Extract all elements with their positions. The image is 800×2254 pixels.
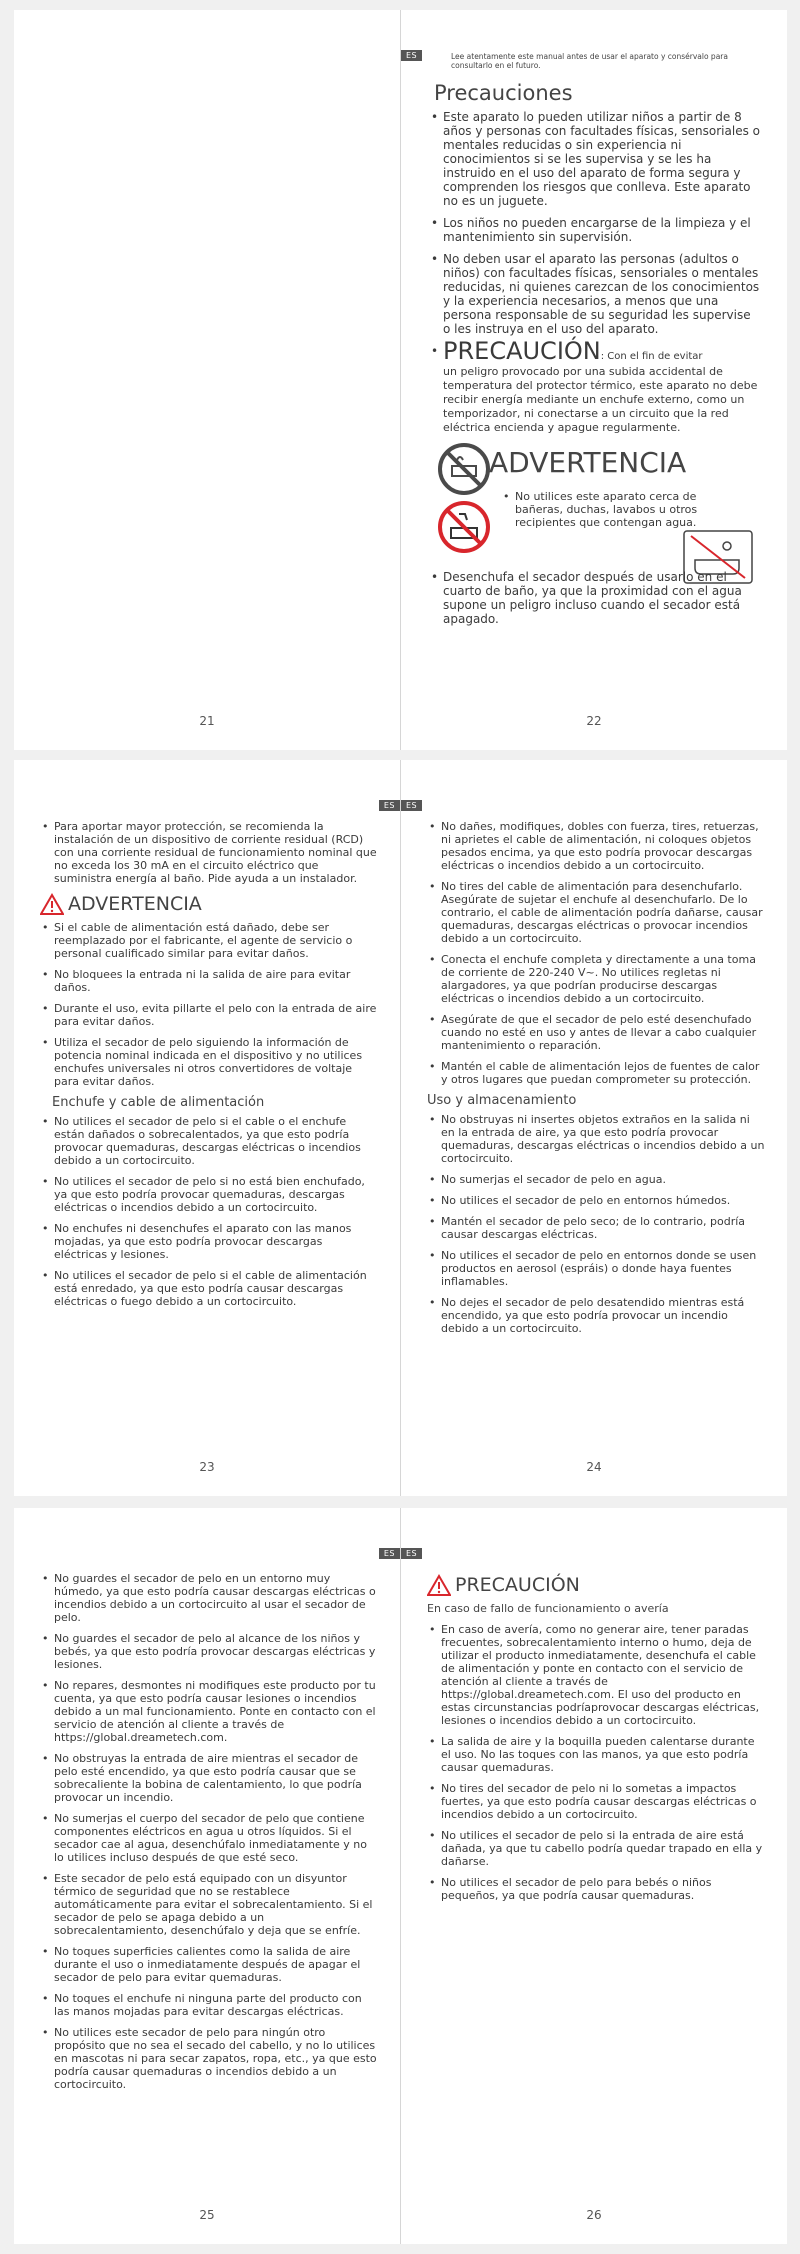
list-item: • Si el cable de alimentación está dañado, debe ser reemplazado por el fabricante, el agente de servicio o personal cualificado similar para evitar daños. bbox=[40, 921, 378, 960]
list-item: • No dejes el secador de pelo desatendido mientras está encendido, ya que esto podría provocar un incendio debido a un cortocircuito. bbox=[427, 1296, 765, 1335]
page-number: 24 bbox=[586, 1460, 602, 1474]
warning-triangle-icon bbox=[427, 1574, 451, 1596]
list-item: • No obstruyas la entrada de aire mientras el secador de pelo esté encendido, ya que esto podría causar que se sobrecaliente la bobina de calentamiento, lo que podría provocar un incendio. bbox=[40, 1752, 378, 1804]
advertencia-list bbox=[40, 921, 378, 1088]
list-item: • Para aportar mayor protección, se recomienda la instalación de un dispositivo de corriente residual (RCD) con una corriente residual de funcionamiento nominal que no exceda los 30 mA en el circuito eléctrico que suministra energía al baño. Pide ayuda a un instalador. bbox=[40, 820, 378, 885]
list-item: • No utilices el secador de pelo si no está bien enchufado, ya que esto podría provocar quemaduras, descargas eléctricas o incendios debido a un cortocircuito. bbox=[40, 1175, 378, 1214]
page-25-content bbox=[40, 1572, 378, 2099]
list-item: • No dañes, modifiques, dobles con fuerza, tires, retuerzas, ni aprietes el cable de alimentación, ni coloques objetos pesados encima, ya que esto podría provocar descargas eléctricas o incendios debido a un cortocircuito. bbox=[427, 820, 765, 872]
page-number: 26 bbox=[586, 2208, 602, 2222]
list-item: • Asegúrate de que el secador de pelo esté desenchufado cuando no esté en uso y antes de llevar a cabo cualquier mantenimiento o reparación. bbox=[427, 1013, 765, 1052]
manual-note: Lee atentamente este manual antes de usar el aparato y consérvalo para consultarlo en el futuro. bbox=[451, 52, 728, 70]
list-item: • No sumerjas el secador de pelo en agua. bbox=[427, 1173, 765, 1186]
section-heading: Uso y almacenamiento bbox=[427, 1093, 577, 1108]
no-shower-icon bbox=[437, 500, 491, 554]
caution-text: un peligro provocado por una subida accidental de temperatura del protector térmico, este aparato no debe recibir energía mediante un enchufe externo, como un temporizador, ni conectarse a un circuito que la red eléctrica encienda y apague regularmente. bbox=[443, 365, 758, 434]
list-item: • No bloquees la entrada ni la salida de aire para evitar daños. bbox=[40, 968, 378, 994]
cable-list bbox=[427, 820, 765, 1086]
list-item: • No utilices el secador de pelo si la entrada de aire está dañada, ya que tu cabello podría quedar trapado en ella y dañarse. bbox=[427, 1829, 765, 1868]
language-tag: ES bbox=[401, 800, 422, 811]
list-item: • No utilices este secador de pelo para ningún otro propósito que no sea el secado del cabello, y no lo utilices en mascotas ni para secar zapatos, ropa, etc., ya que esto podría causar quemaduras o incendios debido a un cortocircuito. bbox=[40, 2026, 378, 2091]
warning-triangle-icon bbox=[40, 893, 64, 915]
list-item: • No toques superficies calientes como la salida de aire durante el uso o inmediatamente después de apagar el secador de pelo para evitar quemaduras. bbox=[40, 1945, 378, 1984]
list-item: • No tires del secador de pelo ni lo sometas a impactos fuertes, ya que esto podría causar descargas eléctricas o incendios debido a un cortocircuito. bbox=[427, 1782, 765, 1821]
list-item: • No guardes el secador de pelo al alcance de los niños y bebés, ya que esto podría provocar descargas eléctricas y lesiones. bbox=[40, 1632, 378, 1671]
intro-list bbox=[40, 820, 378, 885]
page-number: 25 bbox=[199, 2208, 215, 2222]
list-item: • Conecta el enchufe completa y directamente a una toma de corriente de 220-240 V~. No utilices regletas ni alargadores, ya que podrían producirse descargas eléctricas o incendios debido a un cortocircuito. bbox=[427, 953, 765, 1005]
no-bath-icon bbox=[437, 442, 491, 496]
list-item: • En caso de avería, como no generar aire, tener paradas frecuentes, sobrecalentamiento interno o humo, deja de utilizar el producto inmediatamente, desenchufa el cable de alimentación y ponte en contacto con el servicio de atención al cliente a través de https://global.dreametech.com. El uso del producto en estas circunstancias podríaprovocar descargas eléctricas, lesiones o incendios debido a un cortocircuito. bbox=[427, 1623, 765, 1727]
section-title: Precauciones bbox=[434, 81, 573, 105]
page-23-content bbox=[40, 820, 378, 1316]
page-number: 22 bbox=[586, 714, 602, 728]
caution-tail: : Con el fin de evitar bbox=[600, 351, 703, 362]
list-item: • Mantén el cable de alimentación lejos de fuentes de calor y otros lugares que puedan comprometer su protección. bbox=[427, 1060, 765, 1086]
page-number: 21 bbox=[199, 714, 215, 728]
page-23 bbox=[14, 760, 400, 1496]
list-item: • Desenchufa el secador después de usarlo en el cuarto de baño, ya que la proximidad con el agua supone un peligro incluso cuando el secador está apagado. bbox=[429, 570, 761, 626]
list-item: • No utilices el secador de pelo para bebés o niños pequeños, ya que podría causar quemaduras. bbox=[427, 1876, 765, 1902]
page-26-content bbox=[427, 1572, 765, 1910]
list-item: • Este secador de pelo está equipado con un disyuntor térmico de seguridad que no se restablece automáticamente para evitar el sobrecalentamiento. Si el secador de pelo se apaga debido a un sobrecalentamiento, desenchúfalo y deja que se enfríe. bbox=[40, 1872, 378, 1937]
list-item: • Utiliza el secador de pelo siguiendo la información de potencia nominal indicada en el dispositivo y no utilices enchufes universales ni otros convertidores de voltaje para evitar daños. bbox=[40, 1036, 378, 1088]
language-tag: ES bbox=[401, 50, 422, 61]
page-number: 23 bbox=[199, 1460, 215, 1474]
precaucion-heading bbox=[427, 1574, 765, 1596]
list-item: • Mantén el secador de pelo seco; de lo contrario, podría causar descargas eléctricas. bbox=[427, 1215, 765, 1241]
list-item: • Este aparato lo pueden utilizar niños a partir de 8 años y personas con facultades físicas, sensoriales o mentales reducidas o sin experiencia ni conocimientos si se les supervisa y se les ha instruido en el uso del aparato de forma segura y comprenden los riesgos que conlleva. Este aparato no es un juguete. bbox=[429, 110, 761, 208]
advertencia-block bbox=[429, 442, 761, 562]
advertencia-title: ADVERTENCIA bbox=[68, 892, 202, 915]
list-item: • No repares, desmontes ni modifiques este producto por tu cuenta, ya que esto podría causar lesiones o incendios debido a un mal funcionamiento. Ponte en contacto con el servicio de atención al cliente a través de https://global.dreametech.com. bbox=[40, 1679, 378, 1744]
precautions-list bbox=[429, 110, 761, 434]
advertencia-heading bbox=[40, 893, 378, 915]
page-24 bbox=[401, 760, 787, 1496]
language-tag: ES bbox=[401, 1548, 422, 1559]
caution-item bbox=[429, 337, 761, 434]
spread-21-22 bbox=[14, 10, 786, 750]
final-list bbox=[429, 570, 761, 626]
malfunction-list bbox=[427, 1623, 765, 1902]
list-item: • No enchufes ni desenchufes el aparato con las manos mojadas, ya que esto podría provocar descargas eléctricas y lesiones. bbox=[40, 1222, 378, 1261]
page-22-content bbox=[429, 81, 761, 634]
page-25 bbox=[14, 1508, 400, 2244]
list-item: • No guardes el secador de pelo en un entorno muy húmedo, ya que esto podría causar descargas eléctricas o incendios debido a un cortocircuito al usar el secador de pelo. bbox=[40, 1572, 378, 1624]
list-item: • No utilices este aparato cerca de bañeras, duchas, lavabos u otros recipientes que contengan agua. bbox=[501, 490, 741, 529]
list-item: • No utilices el secador de pelo en entornos húmedos. bbox=[427, 1194, 765, 1207]
list-item: • No tires del cable de alimentación para desenchufarlo. Asegúrate de sujetar el enchufe al desenchufarlo. De lo contrario, el cable de alimentación podría dañarse, causar quemaduras, descargas eléctricas o provocar incendios debido a un cortocircuito. bbox=[427, 880, 765, 945]
language-tag: ES bbox=[379, 800, 400, 811]
storage-safety-list bbox=[40, 1572, 378, 2091]
list-item: • No sumerjas el cuerpo del secador de pelo que contiene componentes eléctricos en agua u otros líquidos. Si el secador cae al agua, desenchúfalo inmediatamente y no lo utilices incluso después de que esté seco. bbox=[40, 1812, 378, 1864]
page-21 bbox=[14, 10, 400, 750]
list-item: • No toques el enchufe ni ninguna parte del producto con las manos mojadas para evitar descargas eléctricas. bbox=[40, 1992, 378, 2018]
list-item: • No utilices el secador de pelo si el cable de alimentación está enredado, ya que esto podría causar descargas eléctricas o fuego debido a un cortocircuito. bbox=[40, 1269, 378, 1308]
section-heading: Enchufe y cable de alimentación bbox=[52, 1095, 265, 1110]
advertencia-title: ADVERTENCIA bbox=[489, 446, 687, 479]
precaucion-title: PRECAUCIÓN bbox=[455, 1573, 580, 1596]
page-22 bbox=[401, 10, 787, 750]
language-tag: ES bbox=[379, 1548, 400, 1559]
caution-word: PRECAUCIÓN bbox=[443, 337, 601, 365]
list-item: • Durante el uso, evita pillarte el pelo con la entrada de aire para evitar daños. bbox=[40, 1002, 378, 1028]
spread-25-26 bbox=[14, 1508, 786, 2244]
list-item: • La salida de aire y la boquilla pueden calentarse durante el uso. No las toques con las manos, ya que esto podría causar quemaduras. bbox=[427, 1735, 765, 1774]
list-item: • No deben usar el aparato las personas (adultos o niños) con facultades físicas, sensoriales o mentales reducidas, ni quienes carezcan de los conocimientos y la experiencia necesarios, a menos que una persona responsable de su seguridad les supervise o les instruya en el uso del aparato. bbox=[429, 252, 761, 336]
page-24-content bbox=[427, 820, 765, 1343]
list-item: • No obstruyas ni insertes objetos extraños en la salida ni en la entrada de aire, ya que esto podría provocar quemaduras, descargas eléctricas o incendios debido a un cortocircuito. bbox=[427, 1113, 765, 1165]
page-26 bbox=[401, 1508, 787, 2244]
use-storage-list bbox=[427, 1113, 765, 1335]
list-item: • No utilices el secador de pelo si el cable o el enchufe están dañados o sobrecalentados, ya que esto podría provocar quemaduras, descargas eléctricas o incendios debido a un cortocircuito. bbox=[40, 1115, 378, 1167]
list-item: • Los niños no pueden encargarse de la limpieza y el mantenimiento sin supervisión. bbox=[429, 216, 761, 244]
plug-cable-list bbox=[40, 1115, 378, 1308]
spread-23-24 bbox=[14, 760, 786, 1496]
list-item: • No utilices el secador de pelo en entornos donde se usen productos en aerosol (espráis) o donde haya fuentes inflamables. bbox=[427, 1249, 765, 1288]
malfunction-subtitle: En caso de fallo de funcionamiento o avería bbox=[427, 1602, 669, 1615]
